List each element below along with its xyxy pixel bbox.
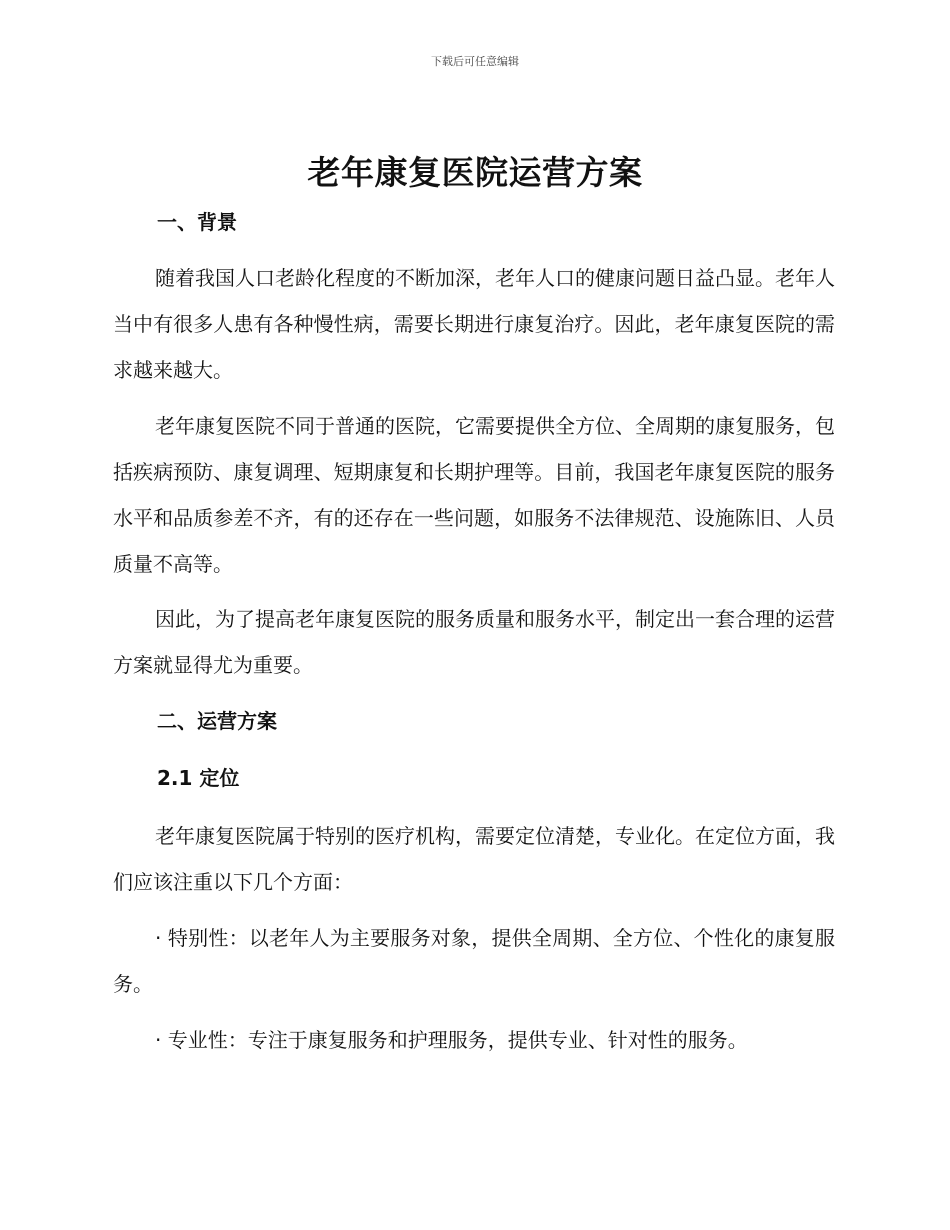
paragraph-background-1: 随着我国人口老龄化程度的不断加深，老年人口的健康问题日益凸显。老年人当中有很多人患有各种慢性病，需要长期进行康复治疗。因此，老年康复医院的需求越来越大。 [113,266,835,382]
bullet-item-specialty: · 特别性：以老年人为主要服务对象，提供全周期、全方位、个性化的康复服务。 [113,926,835,996]
section-heading-background: 一、背景 [157,210,237,234]
paragraph-positioning-intro: 老年康复医院属于特别的医疗机构，需要定位清楚，专业化。在定位方面，我们应该注重以下几个方面： [113,824,835,894]
subsection-heading-positioning: 2.1 定位 [157,766,240,790]
document-title: 老年康复医院运营方案 [307,153,643,192]
paragraph-background-3: 因此，为了提高老年康复医院的服务质量和服务水平，制定出一套合理的运营方案就显得尤为重要。 [113,607,835,677]
page-header-note: 下载后可任意编辑 [431,55,519,68]
section-heading-operations: 二、运营方案 [157,709,277,733]
paragraph-background-2: 老年康复医院不同于普通的医院，它需要提供全方位、全周期的康复服务，包括疾病预防、康复调理、短期康复和长期护理等。目前，我国老年康复医院的服务水平和品质参差不齐，有的还存在一些问题，如服务不法律规范、设施陈旧、人员质量不高等。 [113,414,835,576]
bullet-item-professionalism: · 专业性：专注于康复服务和护理服务，提供专业、针对性的服务。 [155,1028,748,1052]
